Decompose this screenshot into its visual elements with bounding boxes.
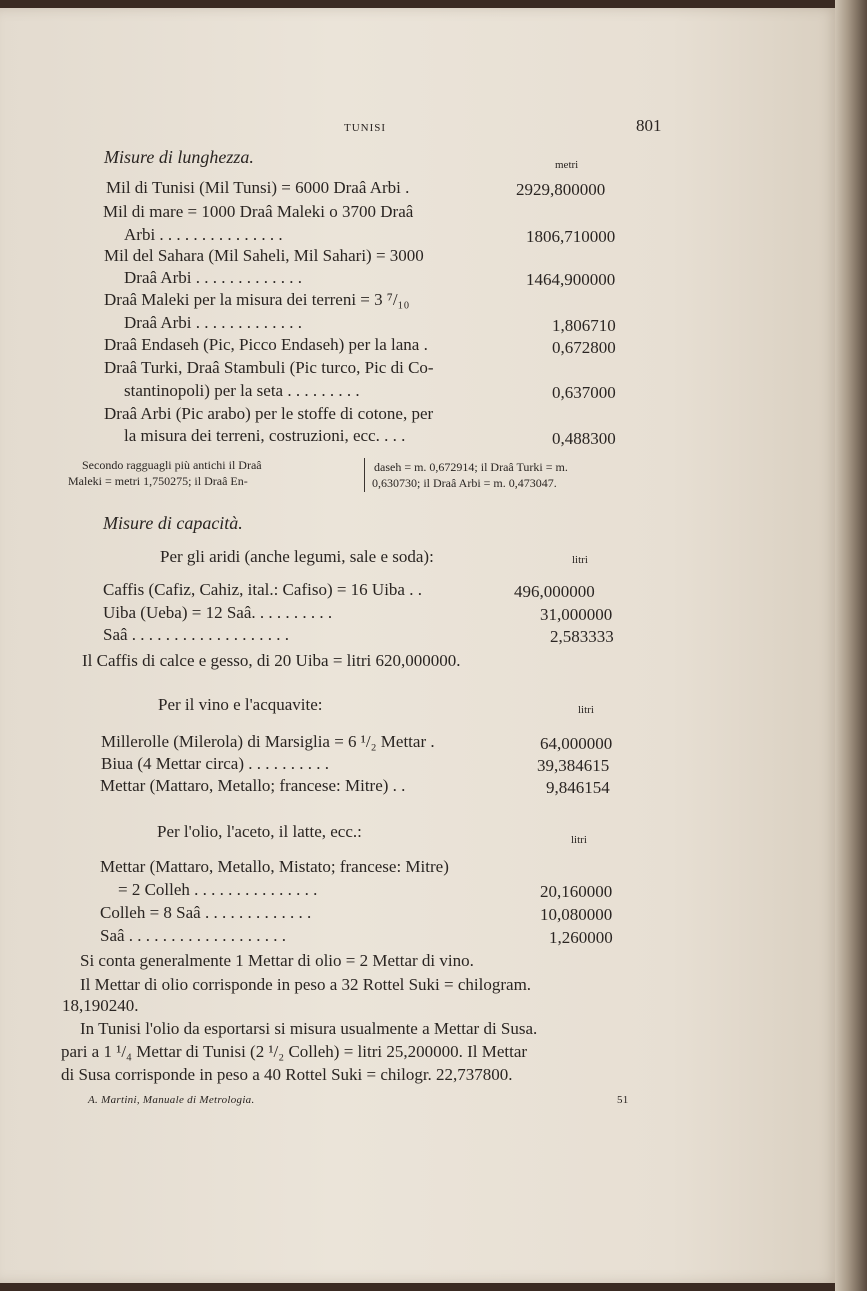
- footnote-divider: [364, 458, 365, 492]
- wine-subheading: Per il vino e l'acquavite:: [158, 695, 323, 714]
- length-row-text: Draâ Arbi . . . . . . . . . . . . .: [124, 268, 303, 287]
- footnote-left-2: Maleki = metri 1,750275; il Draâ En-: [68, 474, 248, 488]
- oil-row-text: = 2 Colleh . . . . . . . . . . . . . . .: [118, 880, 318, 899]
- length-row-text: Mil del Sahara (Mil Saheli, Mil Sahari) = 3000: [104, 246, 424, 265]
- length-row-value: 1806,710000: [526, 227, 616, 246]
- oil-row-text: Saâ . . . . . . . . . . . . . . . . . . .: [100, 926, 287, 945]
- wine-row-value: 64,000000: [540, 734, 613, 753]
- dry-note: Il Caffis di calce e gesso, di 20 Uiba = litri 620,000000.: [82, 651, 461, 670]
- paragraph-3-line-1: In Tunisi l'olio da esportarsi si misura usualmente a Mettar di Susa.: [80, 1019, 538, 1038]
- paragraph-3-line-2: pari a 1 ¹/₄ Mettar di Tunisi (2 ¹/₂ Colleh) = litri 25,200000. Il Mettar: [61, 1042, 528, 1061]
- length-row-value: 1464,900000: [526, 270, 616, 289]
- oil-subheading: Per l'olio, l'aceto, il latte, ecc.:: [157, 822, 362, 841]
- length-row-value: 1,806710: [552, 316, 616, 335]
- oil-unit: litri: [571, 834, 587, 846]
- length-row-text: Mil di mare = 1000 Draâ Maleki o 3700 Draâ: [103, 202, 414, 221]
- length-row-text: Draâ Turki, Draâ Stambuli (Pic turco, Pic di Co-: [104, 358, 434, 377]
- signature-mark: 51: [617, 1094, 629, 1106]
- paragraph-2-line-1: Il Mettar di olio corrisponde in peso a 32 Rottel Suki = chilogram.: [80, 975, 532, 994]
- length-unit: metri: [555, 159, 579, 171]
- dry-row-text: Caffis (Cafiz, Cahiz, ital.: Cafiso) = 16 Uiba . .: [103, 580, 422, 599]
- length-row-text: Draâ Maleki per la misura dei terreni = 3 ⁷/₁₀: [104, 290, 410, 309]
- dry-row-value: 2,583333: [550, 627, 614, 646]
- dry-row-text: Saâ . . . . . . . . . . . . . . . . . . .: [103, 625, 290, 644]
- length-row-text: Draâ Endaseh (Pic, Picco Endaseh) per la lana .: [104, 335, 428, 354]
- dry-unit: litri: [572, 554, 588, 566]
- footnote-right-2: 0,630730; il Draâ Arbi = m. 0,473047.: [372, 476, 557, 490]
- footnote-right-1: daseh = m. 0,672914; il Draâ Turki = m.: [374, 460, 568, 474]
- length-row-value: 0,488300: [552, 429, 616, 448]
- paragraph-2-line-2: 18,190240.: [62, 996, 139, 1015]
- oil-row-value: 10,080000: [540, 905, 613, 924]
- wine-row-text: Biua (4 Mettar circa) . . . . . . . . . .: [101, 754, 330, 773]
- wine-row-value: 9,846154: [546, 778, 610, 797]
- length-row-text: Mil di Tunisi (Mil Tunsi) = 6000 Draâ Arbi .: [106, 178, 410, 197]
- oil-row-value: 1,260000: [549, 928, 613, 947]
- length-row-value: 2929,800000: [516, 180, 606, 199]
- wine-row-value: 39,384615: [537, 756, 610, 775]
- length-row-text: stantinopoli) per la seta . . . . . . . . .: [124, 381, 360, 400]
- length-heading: Misure di lunghezza.: [104, 147, 254, 167]
- dry-row-text: Uiba (Ueba) = 12 Saâ. . . . . . . . . .: [103, 603, 333, 622]
- wine-unit: litri: [578, 704, 594, 716]
- paragraph-1: Si conta generalmente 1 Mettar di olio = 2 Mettar di vino.: [80, 951, 474, 970]
- footnote-left-1: Secondo ragguagli più antichi il Draâ: [82, 458, 262, 472]
- oil-row-text: Mettar (Mattaro, Metallo, Mistato; francese: Mitre): [100, 857, 449, 876]
- length-row-text: Arbi . . . . . . . . . . . . . . .: [124, 225, 283, 244]
- running-title: TUNISI: [344, 122, 387, 134]
- oil-row-text: Colleh = 8 Saâ . . . . . . . . . . . . .: [100, 903, 312, 922]
- length-row-text: la misura dei terreni, costruzioni, ecc. . . .: [124, 426, 406, 445]
- dry-row-value: 31,000000: [540, 605, 613, 624]
- page-edge: [835, 0, 867, 1291]
- footer-citation: A. Martini, Manuale di Metrologia.: [88, 1094, 255, 1106]
- length-row-value: 0,672800: [552, 338, 616, 357]
- oil-row-value: 20,160000: [540, 882, 613, 901]
- wine-row-text: Millerolle (Milerola) di Marsiglia = 6 ¹/₂ Mettar .: [101, 732, 435, 751]
- length-row-text: Draâ Arbi . . . . . . . . . . . . .: [124, 313, 303, 332]
- dry-subheading: Per gli aridi (anche legumi, sale e soda):: [160, 547, 434, 566]
- capacity-heading: Misure di capacità.: [103, 513, 243, 533]
- page-number: 801: [636, 116, 662, 135]
- length-row-value: 0,637000: [552, 383, 616, 402]
- wine-row-text: Mettar (Mattaro, Metallo; francese: Mitre) . .: [100, 776, 406, 795]
- length-row-text: Draâ Arbi (Pic arabo) per le stoffe di cotone, per: [104, 404, 434, 423]
- paragraph-3-line-3: di Susa corrisponde in peso a 40 Rottel Suki = chilogr. 22,737800.: [61, 1065, 513, 1084]
- dry-row-value: 496,000000: [514, 582, 595, 601]
